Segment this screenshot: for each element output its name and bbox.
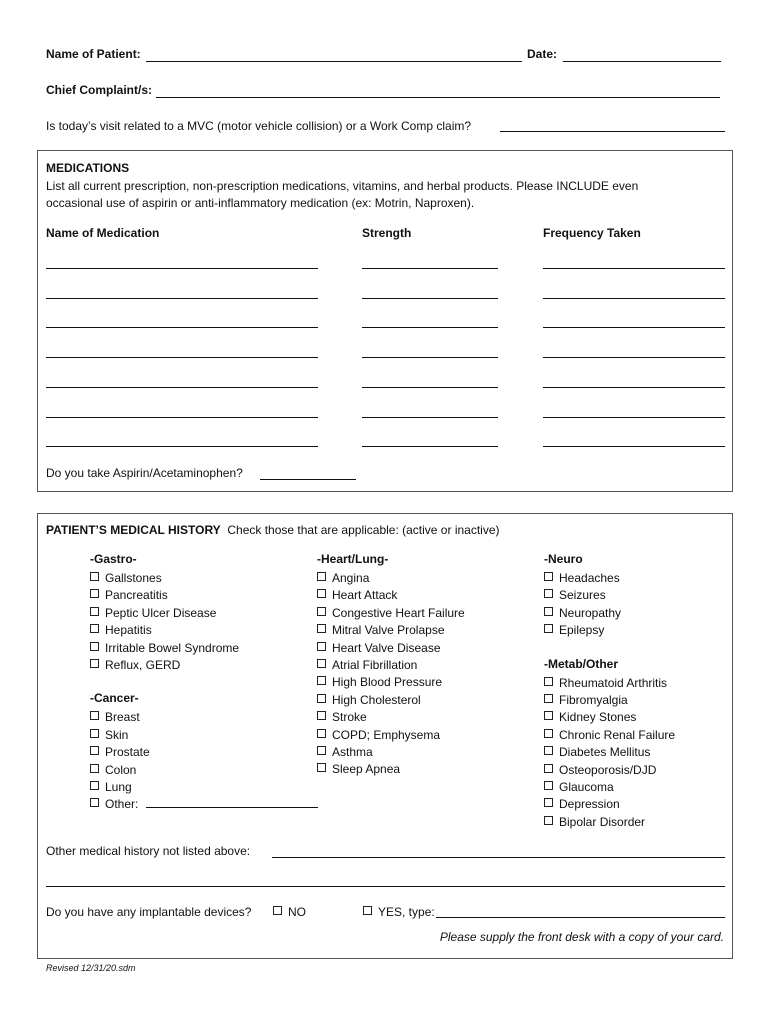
medications-instructions-1: List all current prescription, non-prescription medications, vitamins, and herbal products. Please INCLUDE even xyxy=(46,179,639,193)
checkbox-icon[interactable] xyxy=(90,746,99,755)
heart-lung-column xyxy=(317,552,465,779)
checkbox-icon[interactable] xyxy=(544,711,553,720)
checkbox-icon[interactable] xyxy=(544,589,553,598)
checkbox-icon[interactable] xyxy=(317,729,326,738)
medication-name-field[interactable] xyxy=(46,357,318,358)
history-item[interactable] xyxy=(317,727,465,744)
checkbox-icon[interactable] xyxy=(317,676,326,685)
history-item[interactable] xyxy=(90,727,318,744)
history-item-label: Rheumatoid Arthritis xyxy=(559,675,668,690)
mvc-question: Is today’s visit related to a MVC (motor vehicle collision) or a Work Comp claim? xyxy=(46,119,472,133)
history-item-label: Hepatitis xyxy=(105,623,152,638)
col-name-of-medication: Name of Medication xyxy=(46,226,160,240)
chief-complaint-field[interactable] xyxy=(156,97,720,98)
neuro-title: -Neuro xyxy=(544,552,583,566)
history-item[interactable] xyxy=(90,762,318,779)
history-item[interactable] xyxy=(544,675,675,692)
checkbox-icon[interactable] xyxy=(544,607,553,616)
history-item-label: Heart Attack xyxy=(332,588,398,603)
card-note: Please supply the front desk with a copy of your card. xyxy=(439,930,724,944)
history-item-label: Sleep Apnea xyxy=(332,762,401,777)
medication-name-field[interactable] xyxy=(46,417,318,418)
medication-name-field[interactable] xyxy=(46,327,318,328)
history-item-label: Headaches xyxy=(559,571,620,585)
checkbox-icon[interactable] xyxy=(544,764,553,773)
history-item-label: Atrial Fibrillation xyxy=(332,657,418,672)
history-item-label: Breast xyxy=(105,710,140,725)
col-strength: Strength xyxy=(362,226,412,240)
history-item[interactable] xyxy=(544,727,675,744)
implant-type-field[interactable] xyxy=(436,917,725,918)
implant-yes-label: YES, type: xyxy=(378,905,435,919)
checkbox-icon[interactable] xyxy=(544,798,553,807)
history-item[interactable] xyxy=(317,674,465,691)
checkbox-icon[interactable] xyxy=(317,642,326,651)
medication-frequency-field[interactable] xyxy=(543,357,725,358)
history-item-label: Reflux, GERD xyxy=(105,657,181,672)
history-item-label: Mitral Valve Prolapse xyxy=(332,623,445,638)
medication-name-field[interactable] xyxy=(46,387,318,388)
checkbox-icon[interactable] xyxy=(90,659,99,668)
history-item-label: Skin xyxy=(105,727,129,742)
checkbox-icon[interactable] xyxy=(90,764,99,773)
history-item[interactable] xyxy=(544,744,675,761)
checkbox-icon[interactable] xyxy=(544,729,553,738)
checkbox-icon[interactable] xyxy=(90,607,99,616)
history-item-label: Congestive Heart Failure xyxy=(332,605,465,620)
checkbox-icon[interactable] xyxy=(317,572,326,581)
history-item[interactable] xyxy=(317,605,465,622)
medication-strength-field[interactable] xyxy=(362,327,498,328)
history-item[interactable] xyxy=(90,779,318,796)
history-item[interactable] xyxy=(317,587,465,604)
aspirin-question: Do you take Aspirin/Acetaminophen? xyxy=(46,466,243,480)
medications-title: MEDICATIONS xyxy=(46,161,130,175)
medical-history-subtitle: Check those that are applicable: (active or inactive) xyxy=(227,523,500,537)
implant-no-label: NO xyxy=(288,905,306,919)
history-item-label: Kidney Stones xyxy=(559,710,637,725)
checkbox-icon[interactable] xyxy=(317,746,326,755)
medical-history-title: PATIENT’S MEDICAL HISTORY xyxy=(46,523,221,537)
history-item-label: Bipolar Disorder xyxy=(559,814,646,829)
date-field[interactable] xyxy=(563,61,721,62)
history-item-label: Diabetes Mellitus xyxy=(559,745,651,760)
medication-strength-field[interactable] xyxy=(362,417,498,418)
history-item[interactable] xyxy=(90,605,318,622)
history-item-label: Peptic Ulcer Disease xyxy=(105,605,217,620)
checkbox-icon[interactable] xyxy=(90,589,99,598)
history-item-label: Angina xyxy=(332,571,370,585)
history-item-label: Depression xyxy=(559,797,620,812)
history-item-label: Heart Valve Disease xyxy=(332,640,441,655)
checkbox-icon[interactable] xyxy=(544,677,553,686)
history-item[interactable] xyxy=(90,622,318,639)
col-frequency: Frequency Taken xyxy=(543,226,641,240)
history-item-label: Stroke xyxy=(332,710,367,725)
history-item[interactable] xyxy=(317,570,465,587)
history-item-label: Lung xyxy=(105,779,132,794)
history-item[interactable] xyxy=(544,622,675,639)
checkbox-icon[interactable] xyxy=(317,694,326,703)
checkbox-icon[interactable] xyxy=(90,711,99,720)
checkbox-icon[interactable] xyxy=(90,572,99,581)
history-item[interactable] xyxy=(317,761,465,778)
history-item[interactable] xyxy=(544,570,675,587)
gastro-title: -Gastro- xyxy=(90,552,137,566)
history-item-label: Chronic Renal Failure xyxy=(559,727,676,742)
medication-frequency-field[interactable] xyxy=(543,387,725,388)
medication-frequency-field[interactable] xyxy=(543,327,725,328)
checkbox-icon[interactable] xyxy=(544,746,553,755)
patient-name-field[interactable] xyxy=(146,61,522,62)
history-item[interactable] xyxy=(317,657,465,674)
medication-frequency-field[interactable] xyxy=(543,298,725,299)
implant-no-option[interactable] xyxy=(273,905,306,919)
checkbox-icon[interactable] xyxy=(317,624,326,633)
checkbox-icon[interactable] xyxy=(363,906,372,915)
history-item-label: High Cholesterol xyxy=(332,692,421,707)
checkbox-icon[interactable] xyxy=(317,607,326,616)
medication-strength-field[interactable] xyxy=(362,446,498,447)
medication-strength-field[interactable] xyxy=(362,357,498,358)
history-item[interactable] xyxy=(544,709,675,726)
history-item[interactable] xyxy=(90,744,318,761)
history-item-label: Neuropathy xyxy=(559,605,622,620)
checkbox-icon[interactable] xyxy=(544,572,553,581)
history-item[interactable] xyxy=(317,709,465,726)
history-item-label: Osteoporosis/DJD xyxy=(559,762,657,777)
checkbox-icon[interactable] xyxy=(317,763,326,772)
checkbox-icon[interactable] xyxy=(90,642,99,651)
history-item[interactable] xyxy=(544,779,675,796)
checkbox-icon[interactable] xyxy=(90,729,99,738)
other-history-field[interactable] xyxy=(272,857,725,858)
history-item[interactable] xyxy=(544,796,675,813)
medication-name-field[interactable] xyxy=(46,268,318,269)
checkbox-icon[interactable] xyxy=(544,624,553,633)
history-item-label: Gallstones xyxy=(105,571,162,585)
history-item[interactable] xyxy=(544,762,675,779)
history-item-label: High Blood Pressure xyxy=(332,675,443,690)
history-item[interactable] xyxy=(90,640,318,657)
history-item[interactable] xyxy=(317,640,465,657)
history-item[interactable] xyxy=(544,692,675,709)
history-item[interactable] xyxy=(544,814,675,831)
history-item-label: Colon xyxy=(105,762,137,777)
implant-question: Do you have any implantable devices? xyxy=(46,905,252,919)
checkbox-icon[interactable] xyxy=(544,781,553,790)
aspirin-answer-field[interactable] xyxy=(260,479,356,480)
history-item[interactable] xyxy=(90,570,318,587)
medications-instructions-2: occasional use of aspirin or anti-inflammatory medication (ex: Motrin, Naproxen). xyxy=(46,196,475,210)
medical-history-heading xyxy=(46,523,500,537)
metab-title: -Metab/Other xyxy=(544,656,619,671)
chief-complaint-label: Chief Complaint/s: xyxy=(46,83,153,97)
history-item-label: Seizures xyxy=(559,588,606,603)
other-history-label: Other medical history not listed above: xyxy=(46,844,251,858)
heart-lung-title: -Heart/Lung- xyxy=(317,552,389,566)
history-item-label: Glaucoma xyxy=(559,779,614,794)
medication-strength-field[interactable] xyxy=(362,298,498,299)
history-item[interactable] xyxy=(90,657,318,674)
checkbox-icon[interactable] xyxy=(317,659,326,668)
medication-frequency-field[interactable] xyxy=(543,417,725,418)
checkbox-icon[interactable] xyxy=(273,906,282,915)
gastro-column xyxy=(90,552,318,814)
history-item-label: Prostate xyxy=(105,745,150,760)
history-item[interactable] xyxy=(90,587,318,604)
date-label: Date: xyxy=(527,47,558,61)
history-item[interactable] xyxy=(317,744,465,761)
checkbox-icon[interactable] xyxy=(90,781,99,790)
checkbox-icon[interactable] xyxy=(544,694,553,703)
history-item[interactable] xyxy=(544,605,675,622)
checkbox-icon[interactable] xyxy=(317,589,326,598)
checkbox-icon[interactable] xyxy=(90,798,99,807)
history-item-label: COPD; Emphysema xyxy=(332,727,441,742)
history-item[interactable] xyxy=(90,709,318,726)
cancer-title: -Cancer- xyxy=(90,691,139,706)
medication-name-field[interactable] xyxy=(46,298,318,299)
history-item-label: Irritable Bowel Syndrome xyxy=(105,640,240,655)
history-item[interactable] xyxy=(317,692,465,709)
medication-frequency-field[interactable] xyxy=(543,268,725,269)
history-item-label: Asthma xyxy=(332,744,373,759)
checkbox-icon[interactable] xyxy=(90,624,99,633)
implant-yes-option[interactable] xyxy=(363,905,435,919)
history-item-cancer-other[interactable] xyxy=(90,796,318,813)
history-item-label: Epilepsy xyxy=(559,623,605,638)
history-item[interactable] xyxy=(317,622,465,639)
checkbox-icon[interactable] xyxy=(544,816,553,825)
neuro-column xyxy=(544,552,675,831)
patient-name-label: Name of Patient: xyxy=(46,47,141,61)
other-history-field-2[interactable] xyxy=(46,886,725,887)
medication-strength-field[interactable] xyxy=(362,268,498,269)
checkbox-icon[interactable] xyxy=(317,711,326,720)
history-item[interactable] xyxy=(544,587,675,604)
history-item-label: Other: xyxy=(105,797,139,812)
medication-frequency-field[interactable] xyxy=(543,446,725,447)
cancer-other-field[interactable] xyxy=(146,797,318,808)
medication-name-field[interactable] xyxy=(46,446,318,447)
medication-strength-field[interactable] xyxy=(362,387,498,388)
mvc-answer-field[interactable] xyxy=(500,131,725,132)
history-item-label: Pancreatitis xyxy=(105,588,168,603)
revised-footer: Revised 12/31/20.sdm xyxy=(46,963,136,973)
history-item-label: Fibromyalgia xyxy=(559,692,628,707)
